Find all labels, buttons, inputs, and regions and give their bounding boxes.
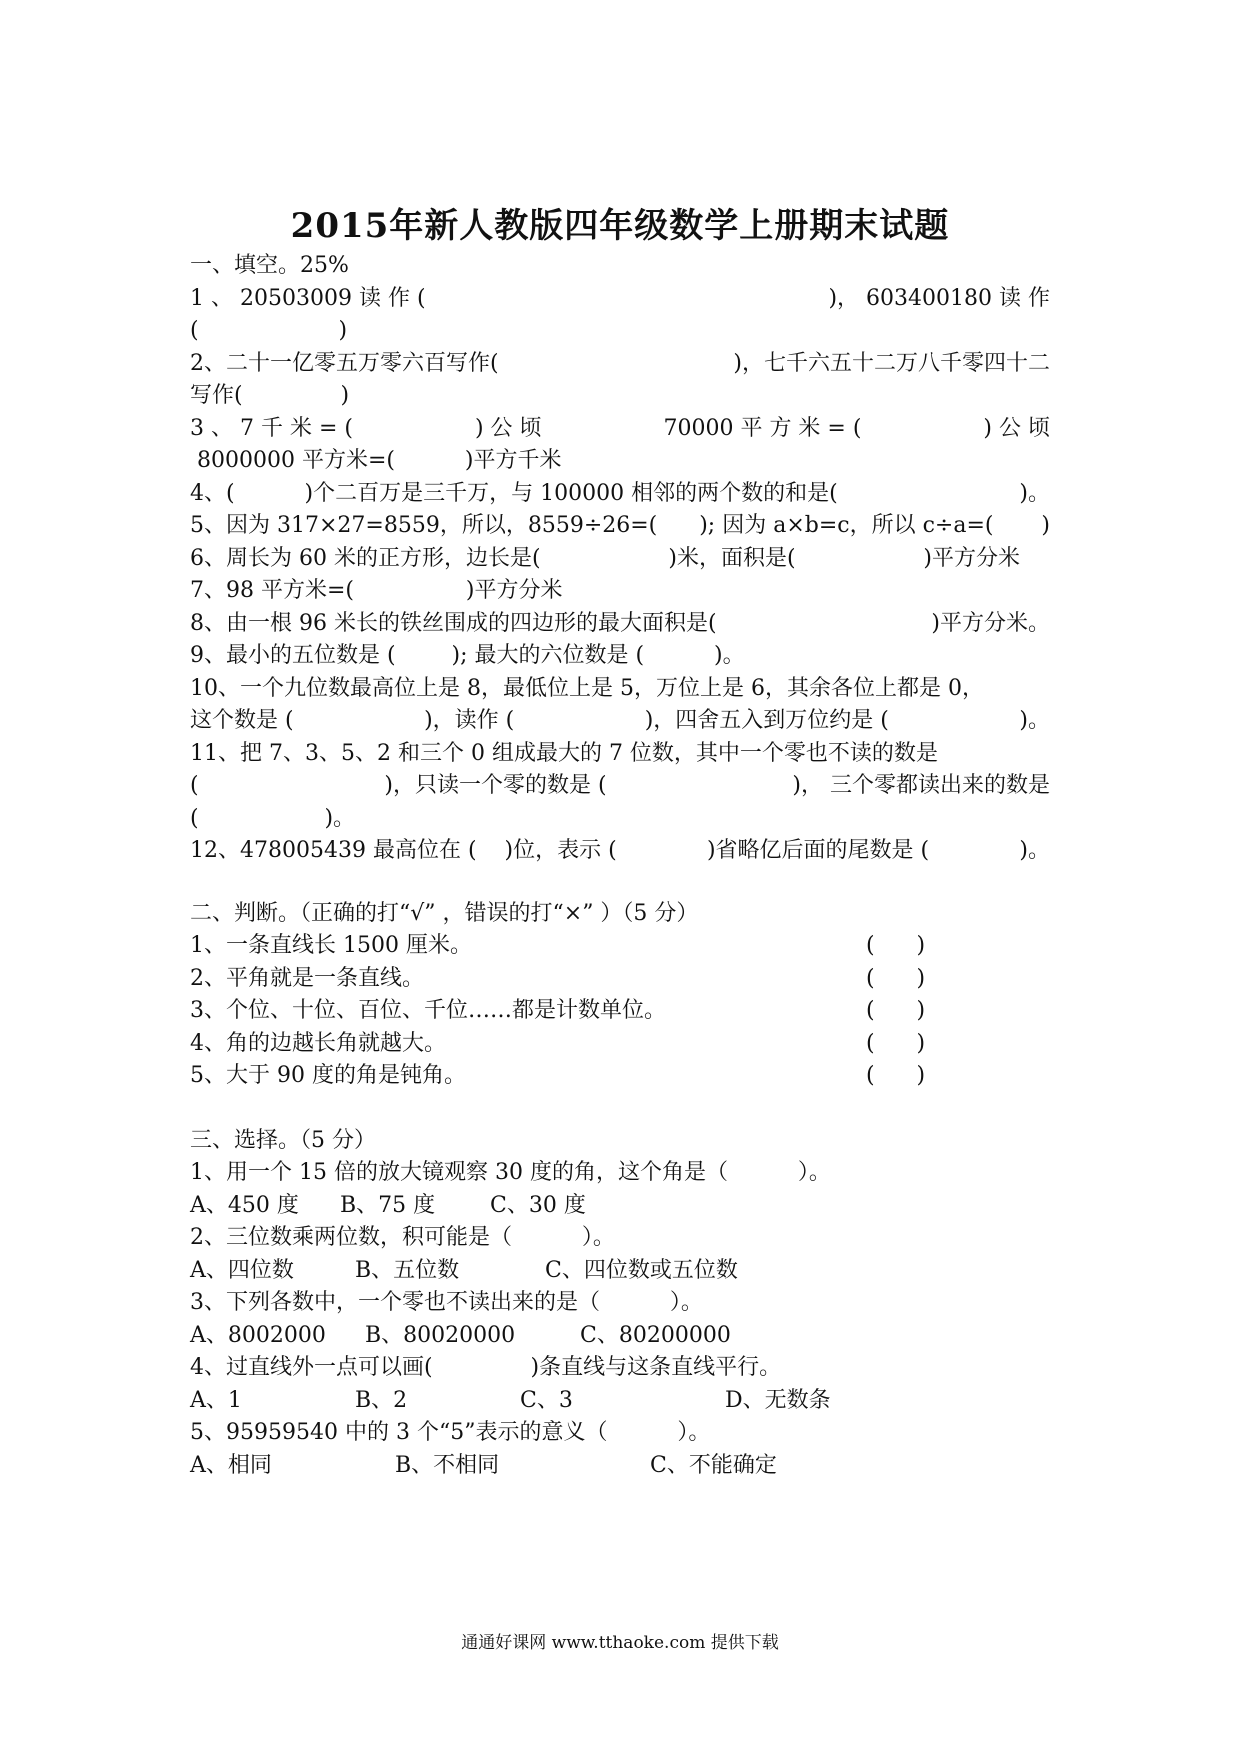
q1-line-1: 1 、 20503009 读 作 ( )， 603400180 读 作 (190, 285, 1050, 311)
q8-line: 8、由一根 96 米长的铁丝围成的四边形的最大面积是( )平方分米。 (190, 610, 1050, 636)
q11-line-2: ( )，只读一个零的数是 ( )， 三个零都读出来的数是 (190, 773, 1050, 798)
q1-line-2: ( ) (190, 318, 348, 343)
q7-line: 7、98 平方米=( )平方分米 (190, 578, 563, 603)
judge-item: 5、大于 90 度的角是钝角。 ( ) (190, 1063, 926, 1088)
judge-item: 2、平角就是一条直线。 ( ) (190, 965, 926, 991)
q5-line: 5、因为 317×27=8559，所以，8559÷26=( ); 因为 a×b=c，所以 c÷a=( ) (190, 513, 1050, 538)
judge-item: 1、一条直线长 1500 厘米。 ( ) (190, 933, 926, 958)
q3-line-2: 8000000 平方米=( )平方千米 (190, 448, 562, 473)
choice-options: A、四位数 B、五位数 C、四位数或五位数 (190, 1257, 738, 1283)
choice-question: 2、三位数乘两位数，积可能是（ ）。 (190, 1225, 615, 1250)
choice-options: A、8002000 B、80020000 C、80200000 (190, 1322, 731, 1348)
q11-line-3: ( )。 (190, 805, 356, 831)
q9-line: 9、最小的五位数是 ( ); 最大的六位数是 ( )。 (190, 643, 745, 668)
section1-heading: 一、填空。25% (190, 253, 349, 278)
q10-line-2: 这个数是 ( )，读作 ( )，四舍五入到万位约是 ( )。 (190, 708, 1050, 733)
choice-options: A、1 B、2 C、3 D、无数条 (190, 1387, 831, 1413)
choice-question: 1、用一个 15 倍的放大镜观察 30 度的角，这个角是（ ）。 (190, 1160, 831, 1185)
choice-options: A、相同 B、不相同 C、不能确定 (190, 1452, 777, 1478)
choice-question: 5、95959540 中的 3 个“5”表示的意义（ ）。 (190, 1420, 711, 1445)
q2-line-1: 2、二十一亿零五万零六百写作( )，七千六五十二万八千零四十二 (190, 350, 1050, 376)
q4-line: 4、( )个二百万是三千万，与 100000 相邻的两个数的和是( )。 (190, 480, 1050, 506)
page-title: 2015年新人教版四年级数学上册期末试题 (290, 206, 950, 246)
q6-line: 6、周长为 60 米的正方形，边长是( )米，面积是( )平方分米 (190, 545, 1020, 571)
section3-heading: 三、选择。（5 分） (190, 1127, 376, 1153)
footer-credit: 通通好课网 www.tthaoke.com 提供下载 (461, 1633, 779, 1653)
judge-item: 4、角的边越长角就越大。 ( ) (190, 1030, 926, 1056)
section2-heading: 二、判断。（正确的打“√” ，错误的打“×” ）（5 分） (190, 900, 699, 926)
q3-line-1: 3 、 7 千 米 = ( ) 公 顷 70000 平 方 米 = ( ) 公 顷 (190, 415, 1050, 441)
exam-body (190, 250, 1050, 1482)
choice-options: A、450 度 B、75 度 C、30 度 (190, 1192, 586, 1218)
q10-line-1: 10、一个九位数最高位上是 8，最低位上是 5，万位上是 6，其余各位上都是 0， (190, 675, 984, 701)
q2-line-2: 写作( ) (190, 383, 350, 408)
choice-question: 4、过直线外一点可以画( )条直线与这条直线平行。 (190, 1355, 782, 1380)
q11-line-1: 11、把 7、3、5、2 和三个 0 组成最大的 7 位数，其中一个零也不读的数是 (190, 740, 938, 766)
q12-line: 12、478005439 最高位在 ( )位，表示 ( )省略亿后面的尾数是 ( )。 (190, 838, 1050, 863)
choice-question: 3、下列各数中，一个零也不读出来的是（ ）。 (190, 1290, 703, 1315)
judge-item: 3、个位、十位、百位、千位……都是计数单位。 ( ) (190, 998, 926, 1023)
